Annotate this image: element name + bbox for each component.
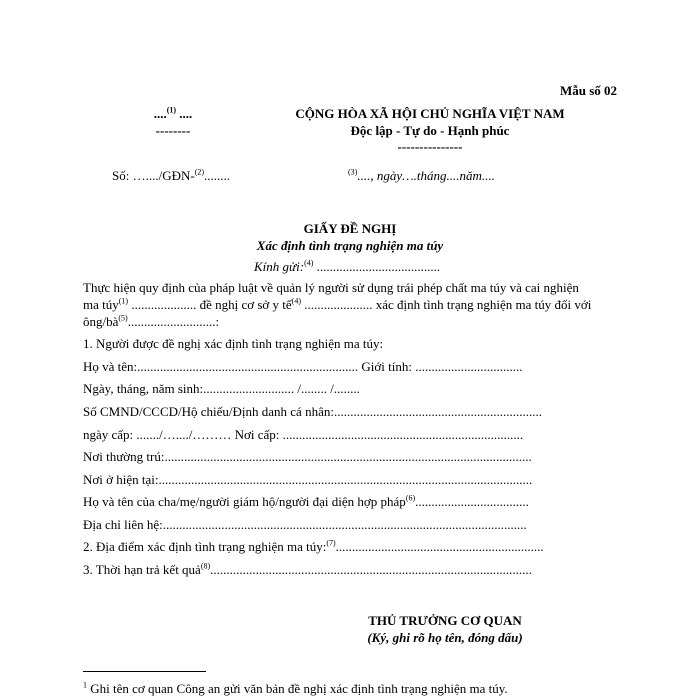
agency-rule: --------	[155, 123, 191, 138]
document-subtitle: Xác định tình trạng nghiện ma túy	[256, 238, 444, 253]
section3-deadline: 3. Thời hạn trả kết quả$^{(8)}$...................................................................................................	[83, 561, 532, 577]
nation-title: CỘNG HÒA XÃ HỘI CHỦ NGHĨA VIỆT NAM	[295, 106, 565, 121]
document-number: Số: …..../GĐN-$^{(2)}$........	[112, 167, 231, 183]
footnote-divider	[83, 671, 206, 672]
section2-location: 2. Địa điểm xác định tình trạng nghiện ma túy:$^{(7)}$................................................................	[83, 538, 544, 554]
motto-rule: ---------------	[397, 139, 463, 154]
field-date-of-birth: Ngày, tháng, năm sinh:............................ /........ /........	[83, 381, 360, 396]
intro-line-2: ma túy$^{(1)}$ .................... đề nghị cơ sở y tế$^{(4)}$ ..................... xác định tình trạng nghiện ma túy đối với	[83, 296, 592, 312]
date-line: $^{(3)}$...., ngày….tháng....năm....	[348, 167, 495, 183]
note-ref: (4)	[304, 258, 314, 268]
agency-placeholder: ....$^{(1)}$ ....	[153, 105, 193, 121]
note-ref: (2)	[194, 167, 205, 177]
footnote: $^1$ Ghi tên cơ quan Công an gửi văn bản đề nghị xác định tình trạng nghiện ma túy.	[83, 680, 508, 696]
field-contact-address: Địa chỉ liên hệ:................................................................................................................	[83, 517, 527, 532]
field-guardian: Họ và tên của cha/mẹ/người giám hộ/người đại diện hợp pháp$^{(6)}$...................................	[83, 493, 529, 509]
note-ref: (1)	[166, 105, 177, 115]
signature-title: THỦ TRƯỞNG CƠ QUAN	[368, 613, 522, 628]
intro-line-1: Thực hiện quy định của pháp luật về quản lý người sử dụng trái phép chất ma túy và cai nghiện	[83, 280, 579, 295]
section1-heading: 1. Người được đề nghị xác định tình trạng nghiện ma túy:	[83, 336, 384, 351]
intro-line-3: ông/$bà^{(5)}$...........................:	[83, 313, 220, 329]
field-permanent-residence: Nơi thường trú:.................................................................................................................	[83, 449, 532, 464]
field-full-name: Họ và tên:.................................................................... Giới tính: .................................	[83, 359, 523, 374]
motto: Độc lập - Tự do - Hạnh phúc	[350, 123, 510, 138]
note-ref: (3)	[348, 167, 358, 177]
field-current-residence: Nơi ở hiện tại:...................................................................................................................	[83, 472, 533, 487]
field-issue-info: ngày cấp: ......./…..../……… Nơi cấp: ..........................................................................	[83, 427, 524, 442]
footnote-ref: 1	[83, 680, 87, 690]
document-title: GIẤY ĐỀ NGHỊ	[303, 221, 397, 236]
signature-note: (Ký, ghi rõ họ tên, đóng dấu)	[367, 630, 523, 645]
recipient-line: Kính gửi:$^{(4)}$ ......................................	[254, 258, 441, 274]
form-number: Mẫu số 02	[559, 83, 617, 98]
field-id-number: Số CMND/CCCD/Hộ chiếu/Định danh cá nhân:................................................................	[83, 404, 542, 419]
